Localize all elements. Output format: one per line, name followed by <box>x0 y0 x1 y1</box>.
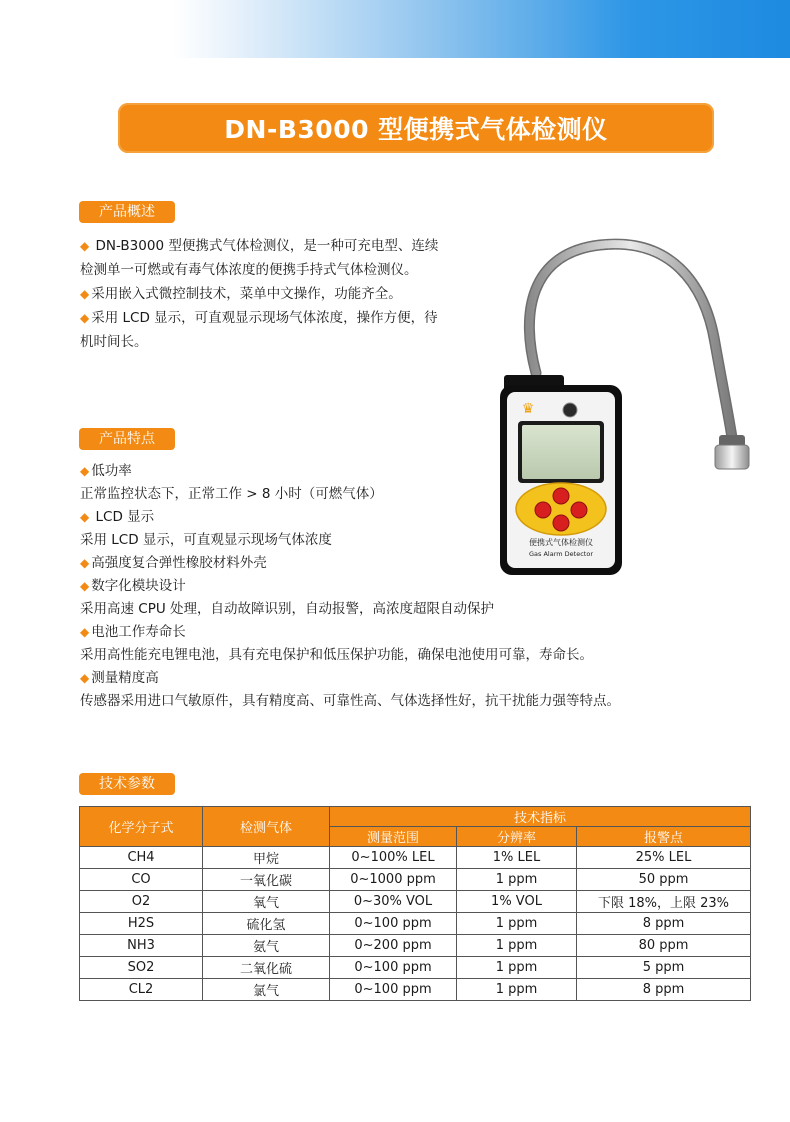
cell-gas: 氯气 <box>203 979 330 1001</box>
header-alarm: 报警点 <box>577 827 751 847</box>
header-indicators: 技术指标 <box>330 807 751 827</box>
cell-gas: 二氧化硫 <box>203 957 330 979</box>
cell-alarm: 50 ppm <box>577 869 751 891</box>
cell-gas: 甲烷 <box>203 847 330 869</box>
cell-alarm: 80 ppm <box>577 935 751 957</box>
overview-line: 机时间长。 <box>80 334 148 350</box>
header-gradient-bar <box>0 0 790 58</box>
cell-alarm: 25% LEL <box>577 847 751 869</box>
feature-line: ◆ 低功率 <box>80 463 132 479</box>
header-range: 测量范围 <box>330 827 457 847</box>
svg-text:♛: ♛ <box>521 401 535 417</box>
diamond-bullet-icon: ◆ <box>80 311 90 325</box>
table-row <box>80 957 751 979</box>
cell-range: 0~100 ppm <box>330 913 457 935</box>
cell-alarm: 8 ppm <box>577 913 751 935</box>
section-tag-features: 产品特点 <box>79 428 175 450</box>
feature-line: 采用 LCD 显示，可直观显示现场气体浓度 <box>80 532 332 548</box>
cell-alarm: 8 ppm <box>577 979 751 1001</box>
cell-resolution: 1 ppm <box>457 957 577 979</box>
cell-formula: NH3 <box>80 935 203 957</box>
table-row <box>80 869 751 891</box>
overview-line: ◆ 采用嵌入式微控制技术，菜单中文操作，功能齐全。 <box>80 286 402 302</box>
feature-line: ◆ 数字化模块设计 <box>80 578 186 594</box>
cell-formula: SO2 <box>80 957 203 979</box>
feature-line: ◆ 高强度复合弹性橡胶材料外壳 <box>80 555 267 571</box>
cell-resolution: 1% LEL <box>457 847 577 869</box>
cell-range: 0~100 ppm <box>330 957 457 979</box>
feature-line: ◆ LCD 显示 <box>80 509 155 525</box>
table-row <box>80 979 751 1001</box>
features-text <box>80 460 720 713</box>
feature-line: 传感器采用进口气敏原件，具有精度高、可靠性高、气体选择性好，抗干扰能力强等特点。 <box>80 693 620 709</box>
feature-line: 采用高速 CPU 处理，自动故障识别，自动报警，高浓度超限自动保护 <box>80 601 495 617</box>
cell-formula: O2 <box>80 891 203 913</box>
title-banner <box>118 103 714 153</box>
cell-formula: CL2 <box>80 979 203 1001</box>
cell-resolution: 1% VOL <box>457 891 577 913</box>
cell-alarm: 下限 18%，上限 23% <box>577 891 751 913</box>
cell-resolution: 1 ppm <box>457 913 577 935</box>
feature-line: ◆ 电池工作寿命长 <box>80 624 186 640</box>
section-tag-specs: 技术参数 <box>79 773 175 795</box>
diamond-bullet-icon: ◆ <box>80 510 90 524</box>
table-row <box>80 891 751 913</box>
cell-resolution: 1 ppm <box>457 935 577 957</box>
cell-gas: 一氧化碳 <box>203 869 330 891</box>
cell-range: 0~100 ppm <box>330 979 457 1001</box>
overview-line: ◆ DN-B3000 型便携式气体检测仪，是一种可充电型、连续 <box>80 238 439 254</box>
diamond-bullet-icon: ◆ <box>80 556 90 570</box>
diamond-bullet-icon: ◆ <box>80 239 90 253</box>
overview-line: ◆ 采用 LCD 显示，可直观显示现场气体浓度，操作方便，待 <box>80 310 438 326</box>
cell-gas: 氨气 <box>203 935 330 957</box>
feature-line: ◆ 测量精度高 <box>80 670 159 686</box>
cell-resolution: 1 ppm <box>457 979 577 1001</box>
cell-gas: 硫化氢 <box>203 913 330 935</box>
cell-range: 0~30% VOL <box>330 891 457 913</box>
diamond-bullet-icon: ◆ <box>80 671 90 685</box>
svg-text:Gas Alarm Detector: Gas Alarm Detector <box>529 550 593 558</box>
cell-range: 0~200 ppm <box>330 935 457 957</box>
cell-formula: H2S <box>80 913 203 935</box>
table-row <box>80 935 751 957</box>
cell-resolution: 1 ppm <box>457 869 577 891</box>
overview-line: 检测单一可燃或有毒气体浓度的便携手持式气体检测仪。 <box>80 262 418 278</box>
section-tag-overview: 产品概述 <box>79 201 175 223</box>
cell-range: 0~100% LEL <box>330 847 457 869</box>
diamond-bullet-icon: ◆ <box>80 287 90 301</box>
header-resolution: 分辨率 <box>457 827 577 847</box>
cell-alarm: 5 ppm <box>577 957 751 979</box>
svg-text:便携式气体检测仪: 便携式气体检测仪 <box>529 538 593 547</box>
table-row <box>80 913 751 935</box>
header-gas: 检测气体 <box>203 807 330 847</box>
diamond-bullet-icon: ◆ <box>80 579 90 593</box>
page-title: DN-B3000 型便携式气体检测仪 <box>224 115 608 144</box>
cell-gas: 氧气 <box>203 891 330 913</box>
cell-range: 0~1000 ppm <box>330 869 457 891</box>
feature-line: 正常监控状态下，正常工作 > 8 小时（可燃气体） <box>80 486 383 502</box>
overview-text <box>80 234 460 354</box>
spec-table <box>79 806 751 1001</box>
header-formula: 化学分子式 <box>80 807 203 847</box>
feature-line: 采用高性能充电锂电池，具有充电保护和低压保护功能，确保电池使用可靠，寿命长。 <box>80 647 593 663</box>
diamond-bullet-icon: ◆ <box>80 464 90 478</box>
cell-formula: CH4 <box>80 847 203 869</box>
diamond-bullet-icon: ◆ <box>80 625 90 639</box>
cell-formula: CO <box>80 869 203 891</box>
table-row <box>80 847 751 869</box>
